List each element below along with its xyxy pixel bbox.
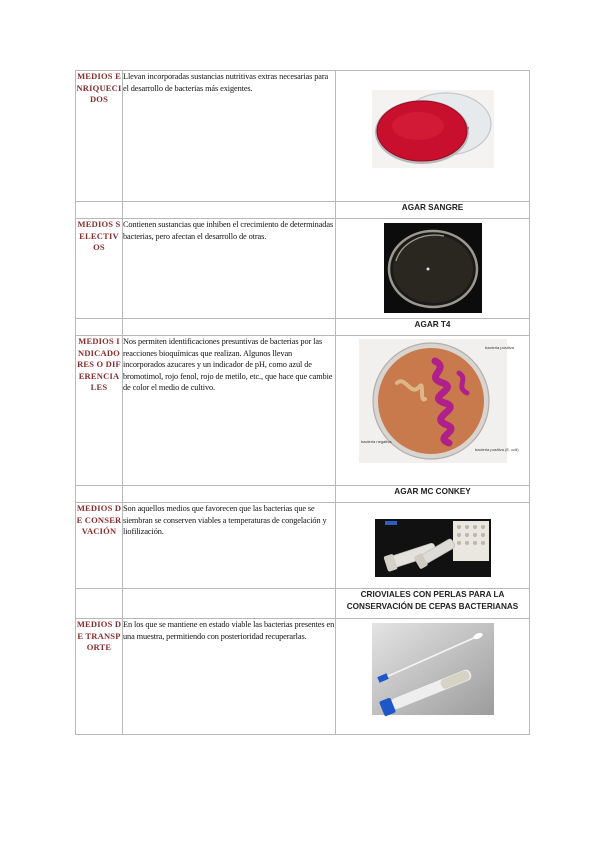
image-cell bbox=[336, 336, 530, 486]
transport-swab-image bbox=[372, 623, 494, 715]
image-caption: AGAR T4 bbox=[336, 319, 530, 336]
description-cell: En los que se mantiene en estado viable las bacterias presentes en una muestra, permitiendo con posterioridad recuperarlas. bbox=[123, 619, 336, 735]
term-cell: MEDIOS ENRIQUECIDOS bbox=[76, 71, 123, 202]
blue-cap bbox=[385, 521, 397, 525]
image-cell bbox=[336, 71, 530, 202]
description-cell: Son aquellos medios que favorecen que las bacterias que se siembran se conserven viables a temperaturas de congelación y liofilización. bbox=[123, 503, 336, 589]
image-caption: CRIOVIALES CON PERLAS PARA LA CONSERVACIÓN DE CEPAS BACTERIANAS bbox=[336, 589, 530, 619]
description-cell: Contienen sustancias que inhiben el crecimiento de determinadas bacterias, pero afectan el desarrollo de otras. bbox=[123, 219, 336, 319]
term-cell: MEDIOS DE TRANSPORTE bbox=[76, 619, 123, 735]
table-row bbox=[76, 619, 530, 735]
mcconkey-agar-image bbox=[359, 339, 519, 463]
image-caption: AGAR MC CONKEY bbox=[336, 486, 530, 503]
image-cell bbox=[336, 503, 530, 589]
term-cell: MEDIOS INDICADORES O DIFERENCIALES bbox=[76, 336, 123, 486]
description-cell: Nos permiten identificaciones presuntivas de bacterias por las reacciones bioquímicas que realizan. Algunos llevan incorporados azucares y un indicador de pH, como azul de bromotimol, rojo fenol, rojo de metilo, etc., que hace que cambie de color el medio de cultivo. bbox=[123, 336, 336, 486]
dark-agar-image bbox=[384, 223, 482, 313]
culture-media-table bbox=[75, 70, 530, 735]
image-label: bacteria positiva (E. coli) bbox=[474, 447, 519, 452]
cryovial-image bbox=[375, 519, 491, 577]
image-label: bacteria positiva bbox=[484, 345, 514, 350]
image-label: bacteria negativa bbox=[360, 439, 391, 444]
table-row bbox=[76, 503, 530, 589]
table-row bbox=[76, 486, 530, 503]
table-row bbox=[76, 219, 530, 319]
mcconkey-agar bbox=[378, 348, 484, 454]
term-cell: MEDIOS SELECTIVOS bbox=[76, 219, 123, 319]
table-row bbox=[76, 71, 530, 202]
table-row bbox=[76, 202, 530, 219]
term-cell: MEDIOS DE CONSERVACIÓN bbox=[76, 503, 123, 589]
image-cell bbox=[336, 619, 530, 735]
table-row bbox=[76, 319, 530, 336]
table-row bbox=[76, 589, 530, 619]
description-cell: Llevan incorporadas sustancias nutritivas extras necesarias para el desarrollo de bacterias más exigentes. bbox=[123, 71, 336, 202]
image-caption: AGAR SANGRE bbox=[336, 202, 530, 219]
image-cell bbox=[336, 219, 530, 319]
table-row bbox=[76, 336, 530, 486]
blood-agar-image bbox=[372, 90, 494, 168]
